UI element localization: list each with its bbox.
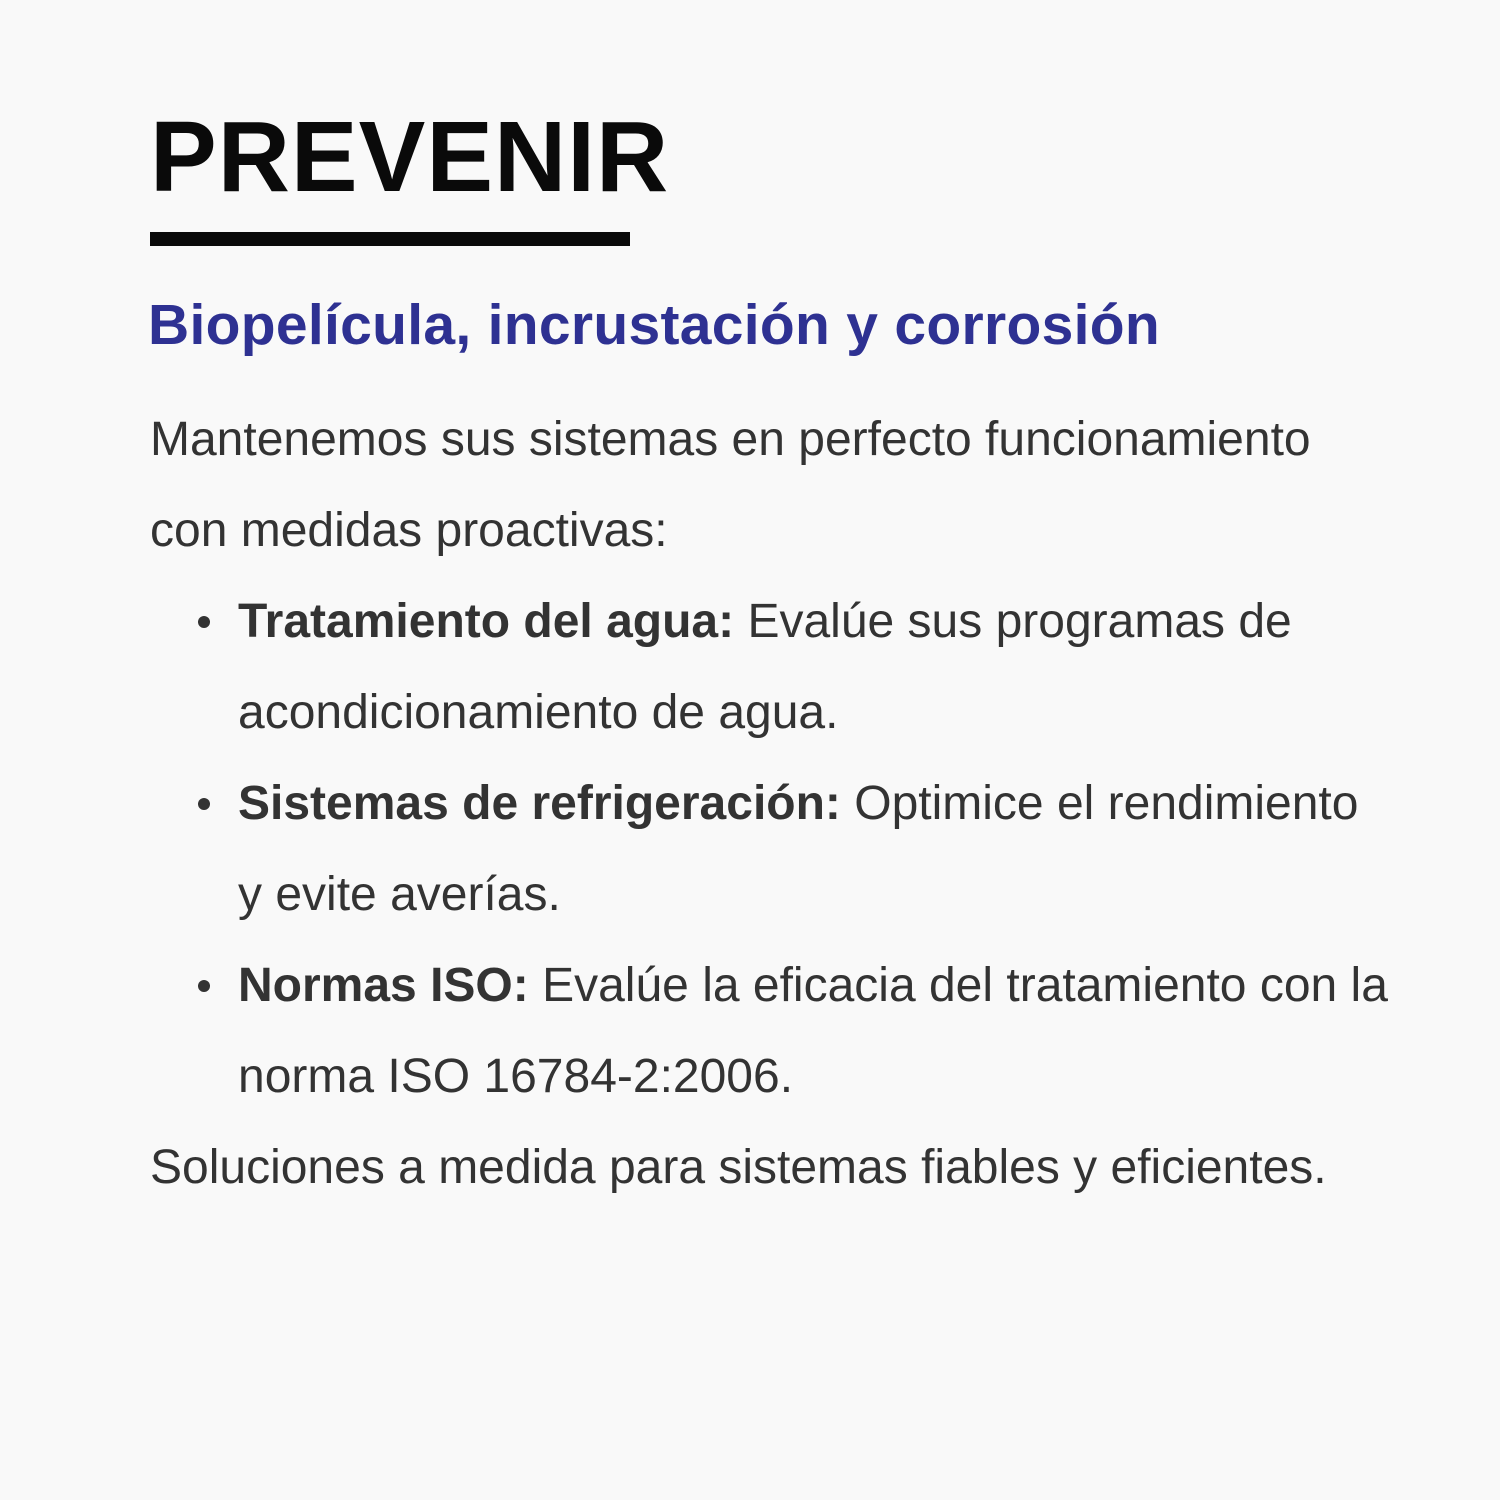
feature-term: Tratamiento del agua: — [238, 595, 735, 648]
list-item — [238, 940, 1390, 1122]
feature-description: Evalúe sus programas de acondicionamiento de agua. — [238, 595, 1292, 739]
feature-description: Optimice el rendimiento y evite averías. — [238, 777, 1359, 921]
list-item — [238, 758, 1390, 940]
feature-term: Normas ISO: — [238, 959, 529, 1012]
content-block — [150, 100, 1390, 1213]
page-title: PREVENIR — [150, 101, 670, 213]
page-subtitle: Biopelícula, incrustación y corrosión — [148, 293, 1160, 357]
bullet-icon — [198, 980, 210, 992]
list-item — [238, 576, 1390, 758]
feature-list — [150, 576, 1390, 1122]
intro-paragraph: Mantenemos sus sistemas en perfecto funcionamiento con medidas proactivas: — [150, 413, 1311, 557]
bullet-icon — [198, 616, 210, 628]
title-underline — [150, 232, 630, 246]
feature-description: Evalúe la eficacia del tratamiento con la norma ISO 16784-2:2006. — [238, 959, 1388, 1103]
feature-term: Sistemas de refrigeración: — [238, 777, 841, 830]
closing-paragraph: Soluciones a medida para sistemas fiables y eficientes. — [150, 1141, 1327, 1194]
bullet-icon — [198, 798, 210, 810]
